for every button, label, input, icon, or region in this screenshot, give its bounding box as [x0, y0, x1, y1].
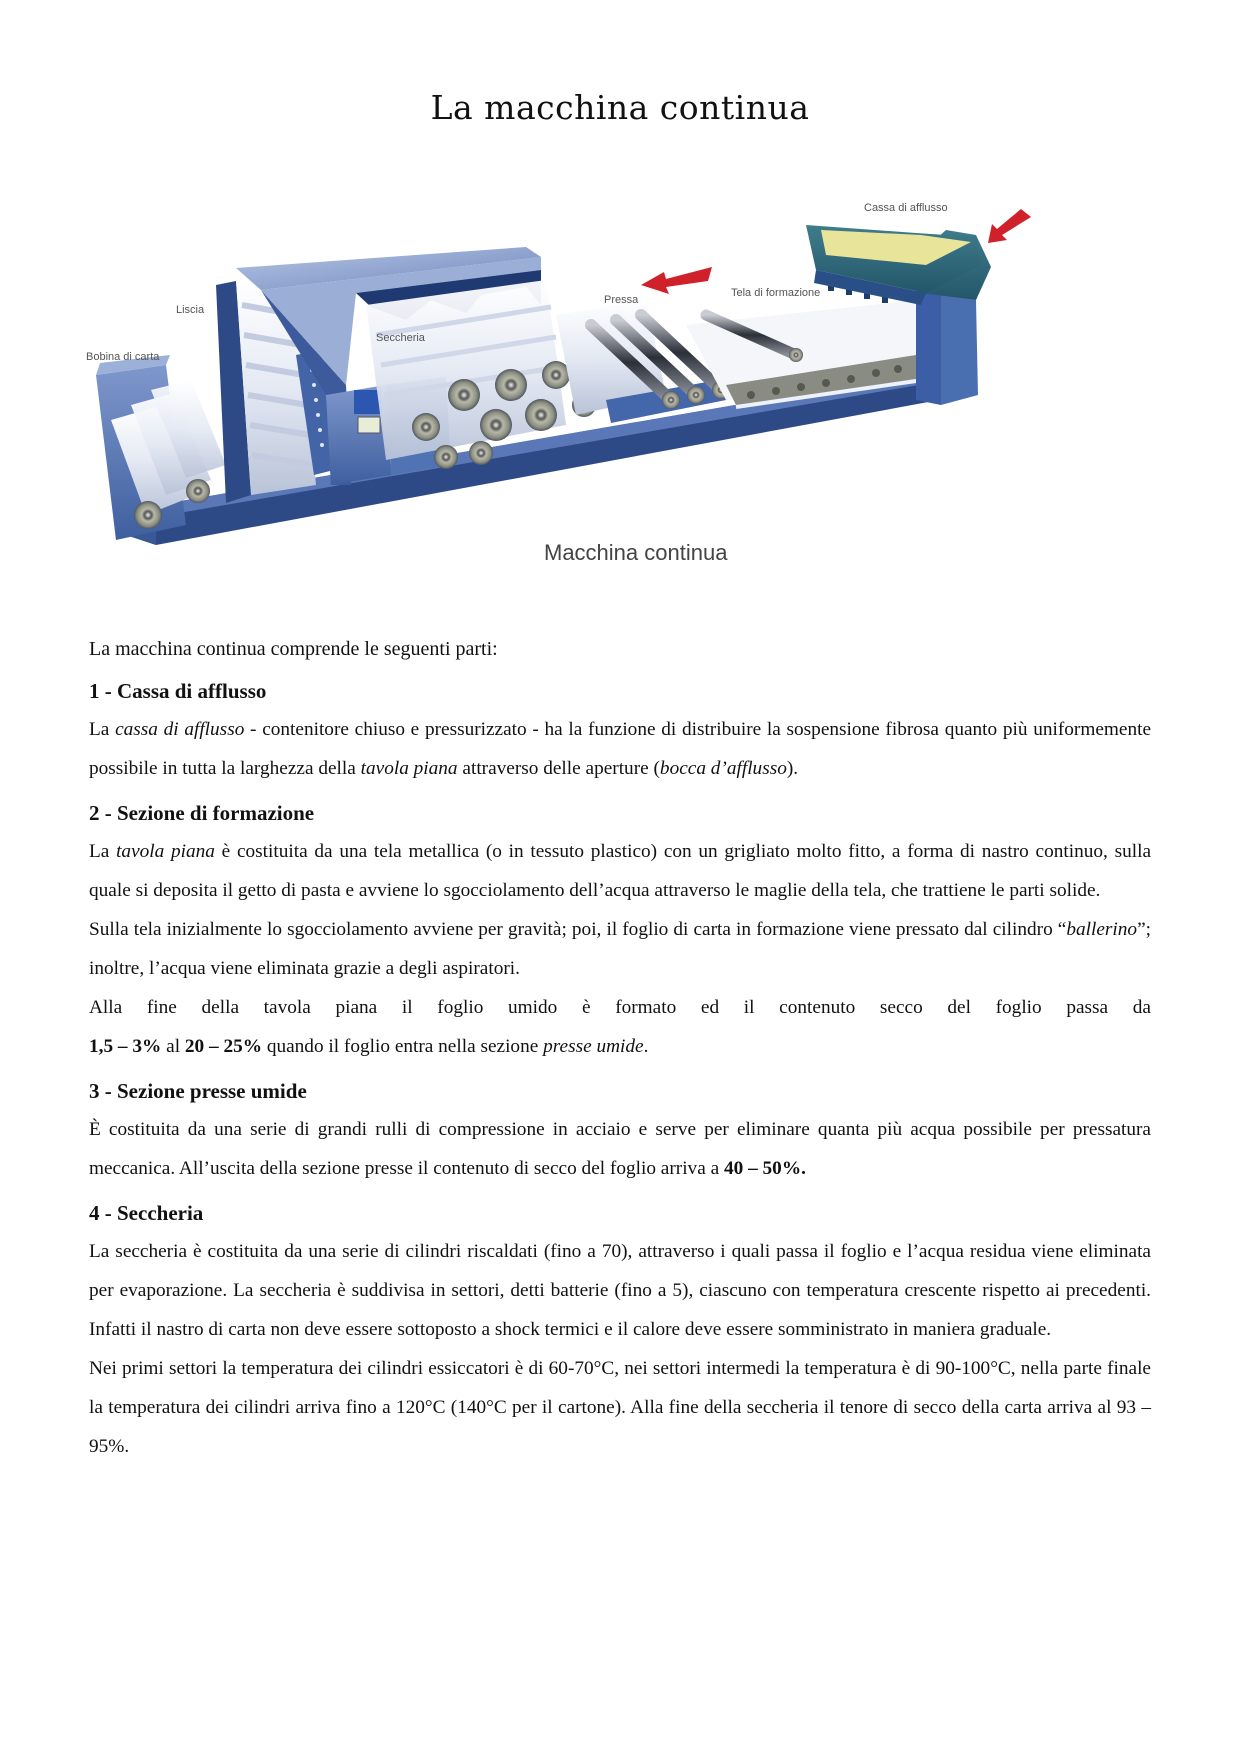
paragraph [89, 710, 1151, 788]
label-seccheria: Seccheria [376, 332, 425, 344]
text-run: ”; inoltre, l’acqua viene eliminata grazie a degli aspiratori. [89, 919, 1151, 979]
label-cassa-di-afflusso: Cassa di afflusso [864, 202, 948, 214]
paragraph [89, 910, 1151, 988]
paper-machine-diagram [86, 195, 1166, 585]
figure-caption: Macchina continua [544, 540, 728, 565]
section-heading: 4 - Seccheria [89, 1201, 204, 1225]
value-secco-presse: 40 – 50%. [723, 1158, 806, 1179]
value-secco-formazione: 20 – 25% [184, 1036, 262, 1057]
text-run: . [643, 1036, 649, 1057]
text-run: ). [786, 758, 799, 779]
text-run: Sulla tela inizialmente lo sgocciolamento avviene per gravità; poi, il foglio di carta in formazione viene pressato dal cilindro “ [89, 919, 1067, 940]
label-bobina-di-carta: Bobina di carta [86, 351, 160, 363]
text-run: La [89, 841, 117, 862]
label-tela-di-formazione: Tela di formazione [731, 287, 821, 299]
term-bocca-afflusso: bocca d’afflusso [659, 758, 787, 779]
term-ballerino: ballerino [1066, 919, 1138, 940]
document-body [89, 630, 1151, 1466]
paragraph [89, 1110, 1151, 1188]
paragraph [89, 988, 1151, 1027]
paragraph: La seccheria è costituita da una serie di cilindri riscaldati (fino a 70), attraverso i quali passa il foglio e l’acqua residua viene eliminata per evaporazione. La seccheria è suddivisa in settori, detti batterie (fino a 5), ciascuno con temperatura crescente rispetto ai precedenti. Infatti il nastro di carta non deve essere sottoposto a shock termici e il calore deve essere somministrato in maniera graduale. [89, 1241, 1151, 1340]
text-run: è costituita da una tela metallica (o in tessuto plastico) con un grigliato molto fitto, a forma di nastro continuo, sulla quale si deposita il getto di pasta e avviene lo sgocciolamento dell’acqua attraverso le maglie della tela, che trattiene le parti solide. [89, 841, 1152, 901]
section-seccheria [89, 1194, 1151, 1466]
section-formazione [89, 794, 1151, 1066]
text-run: al [161, 1036, 185, 1057]
paragraph: Nei primi settori la temperatura dei cilindri essiccatori è di 60-70°C, nei settori intermedi la temperatura è di 90-100°C, nella parte finale la temperatura dei cilindri arriva fino a 120°C (140°C per il cartone). Alla fine della seccheria il tenore di secco della carta arriva al 93 – 95%. [89, 1358, 1151, 1457]
text-run: È costituita da una serie di grandi rulli di compressione in acciaio e serve per eliminare quanta più acqua possibile per pressatura meccanica. All’uscita della sezione presse il contenuto di secco del foglio arriva a [89, 1119, 1151, 1179]
roll-end-icon [134, 501, 162, 529]
section-cassa-di-afflusso [89, 672, 1151, 788]
arrow-inflow-icon [988, 209, 1031, 243]
term-tavola-piana: tavola piana [116, 841, 215, 862]
text-run: attraverso delle aperture ( [457, 758, 660, 779]
section-heading: 2 - Sezione di formazione [89, 801, 315, 825]
paragraph [89, 832, 1151, 910]
paper-machine-illustration [86, 195, 1166, 585]
term-cassa-di-afflusso: cassa di afflusso [115, 719, 245, 740]
text-run: Alla fine della tavola piana il foglio umido è formato ed il contenuto secco del foglio passa da [89, 997, 1151, 1018]
arrow-direction-icon [641, 267, 712, 294]
paragraph [89, 1027, 1151, 1066]
text-run: quando il foglio entra nella sezione [262, 1036, 544, 1057]
intro-text: La macchina continua comprende le seguenti parti: [89, 638, 498, 660]
value-secco-iniziale: 1,5 – 3% [89, 1036, 162, 1057]
label-liscia: Liscia [176, 304, 205, 316]
text-run: La [89, 719, 116, 740]
text-run: - contenitore chiuso e pressurizzato - ha la funzione di distribuire la sospensione fibrosa quanto più uniformemente possibile in tutta la larghezza della [89, 719, 1152, 779]
term-tavola-piana: tavola piana [360, 758, 458, 779]
page-title: La macchina continua [430, 88, 810, 127]
section-heading: 3 - Sezione presse umide [89, 1079, 307, 1103]
section-presse-umide [89, 1072, 1151, 1188]
label-pressa: Pressa [604, 294, 639, 306]
section-heading: 1 - Cassa di afflusso [89, 679, 267, 703]
term-presse-umide: presse umide [543, 1036, 644, 1057]
